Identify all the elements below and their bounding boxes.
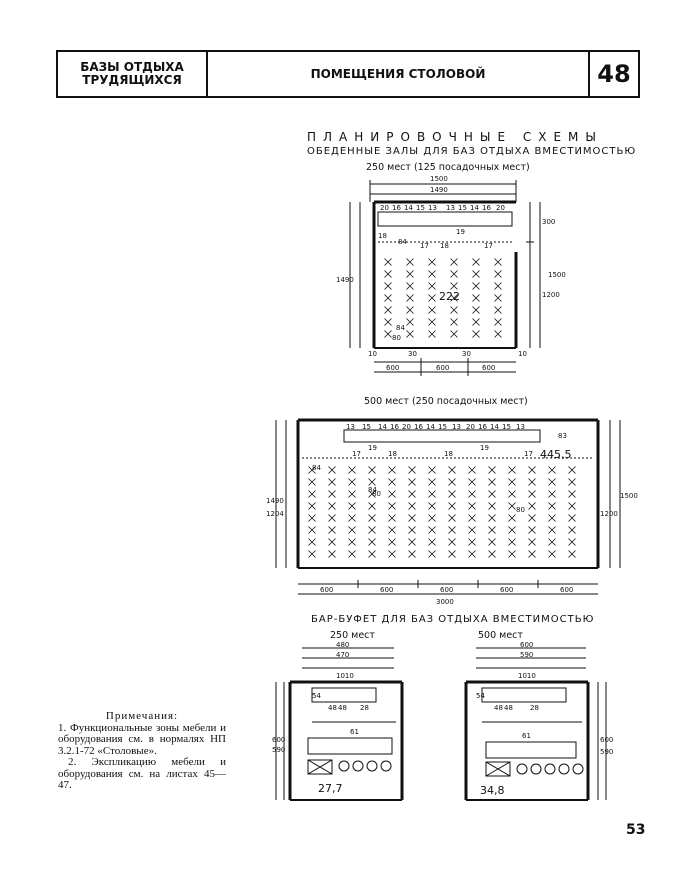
- plan1-label: 17: [420, 242, 429, 250]
- bar1-dim-600: 600: [272, 736, 286, 744]
- bar2-dim-600-v: 600: [600, 736, 614, 744]
- plan2-dim-1490: 1490: [266, 497, 284, 505]
- section-title: ПЛАНИРОВОЧНЫЕ СХЕМЫ: [307, 130, 603, 144]
- bar1-label: 54: [312, 692, 321, 700]
- plan1-label: 20: [496, 204, 505, 212]
- plan1-dim-1500-right: 1500: [548, 271, 566, 279]
- plan2-label: 14: [490, 423, 499, 431]
- bar2-label: 48: [494, 704, 503, 712]
- plan1-label: 30: [462, 350, 471, 358]
- plan2-label: 19: [368, 444, 377, 452]
- plan1-label: 13: [446, 204, 455, 212]
- bar2-dim-1010: 1010: [518, 672, 536, 680]
- page-number: 53: [626, 822, 646, 838]
- plan2-caption: 500 мест (250 посадочных мест): [364, 396, 528, 407]
- bar1-drawing: [272, 642, 412, 808]
- plan1-dim-1490-left: 1490: [336, 276, 354, 284]
- plan2-label: 17: [352, 450, 361, 458]
- plan2-label: 13: [346, 423, 355, 431]
- plan2-dim-600-c: 600: [440, 586, 454, 594]
- plan1-dim-1490: 1490: [430, 186, 448, 194]
- plan2-label: 14: [378, 423, 387, 431]
- bar2-dim-590-v: 590: [600, 748, 614, 756]
- plan1-label: 16: [482, 204, 491, 212]
- bar1-area: 27,7: [318, 782, 343, 795]
- plan1-area: 222: [439, 290, 460, 303]
- plan2-label: 80: [372, 490, 381, 498]
- notes-block: [58, 711, 226, 792]
- plan1-label: 16: [392, 204, 401, 212]
- plan2-label: 20: [466, 423, 475, 431]
- bar-title: БАР-БУФЕТ ДЛЯ БАЗ ОТДЫХА ВМЕСТИМОСТЬЮ: [311, 614, 595, 625]
- bar1-dim-1010: 1010: [336, 672, 354, 680]
- plan1-dim-300: 300: [542, 218, 556, 226]
- plan2-label: 20: [402, 423, 411, 431]
- plan2-dim-600-d: 600: [500, 586, 514, 594]
- plan1-label: 17: [484, 242, 493, 250]
- plan1-dim-600-a: 600: [386, 364, 400, 372]
- bar1-label: 48: [338, 704, 347, 712]
- bar2-label: 28: [530, 704, 539, 712]
- bar1-caption: 250 мест: [330, 630, 375, 641]
- plan1-dim-600-b: 600: [436, 364, 450, 372]
- bar1-dim-480: 480: [336, 641, 350, 649]
- plan2-label: 15: [438, 423, 447, 431]
- plan1-label: 18: [378, 232, 387, 240]
- plan1-caption: 250 мест (125 посадочных мест): [366, 162, 530, 173]
- notes-item-2: 2. Экспликацию мебели и оборудования см. на листах 45—47.: [58, 756, 226, 791]
- bar2-area: 34,8: [480, 784, 505, 797]
- plan1-label: 80: [392, 334, 401, 342]
- sheet-header: [56, 50, 640, 98]
- plan2-label: 19: [480, 444, 489, 452]
- topic-title: ПОМЕЩЕНИЯ СТОЛОВОЙ: [208, 52, 590, 96]
- plan2-label: 80: [516, 506, 525, 514]
- bar1-label: 61: [350, 728, 359, 736]
- plan1-label: 15: [416, 204, 425, 212]
- plan1-dim-1500: 1500: [430, 175, 448, 183]
- sheet-number: 48: [597, 60, 631, 88]
- plan2-label: 15: [362, 423, 371, 431]
- plan2-dim-1204: 1204: [266, 510, 284, 518]
- plan1-label: 10: [518, 350, 527, 358]
- plan1-dim-600-c: 600: [482, 364, 496, 372]
- bar2-label: 54: [476, 692, 485, 700]
- notes-item-1: 1. Функциональные зоны мебели и оборудования см. в нормалях НП 3.2.1-72 «Столовые».: [58, 721, 226, 757]
- plan1-label: 15: [458, 204, 467, 212]
- plan2-label: 14: [426, 423, 435, 431]
- plan2-label: 13: [516, 423, 525, 431]
- plan2-dim-1500: 1500: [620, 492, 638, 500]
- plan2-dim-1200: 1200: [600, 510, 618, 518]
- plan2-dim-600-e: 600: [560, 586, 574, 594]
- plan1-label: 14: [404, 204, 413, 212]
- plan2-label: 84: [368, 486, 377, 494]
- bar2-label: 48: [504, 704, 513, 712]
- plan2-label: 17: [524, 450, 533, 458]
- bar2-caption: 500 мест: [478, 630, 523, 641]
- bar1-dim-470: 470: [336, 651, 350, 659]
- plan1-label: 10: [368, 350, 377, 358]
- bar1-dim-590: 590: [272, 746, 286, 754]
- plan2-dim-3000: 3000: [436, 598, 454, 606]
- plan2-label: 15: [502, 423, 511, 431]
- section-subtitle: ОБЕДЕННЫЕ ЗАЛЫ ДЛЯ БАЗ ОТДЫХА ВМЕСТИМОСТЬЮ: [307, 146, 637, 157]
- series-title-line2: ТРУДЯЩИХСЯ: [82, 73, 182, 87]
- plan1-dim-1200: 1200: [542, 291, 560, 299]
- plan1-drawing: [330, 172, 566, 387]
- plan2-area: 445,5: [540, 448, 572, 461]
- plan1-label: 18: [440, 242, 449, 250]
- bar2-drawing: [456, 642, 616, 808]
- bar2-dim-600: 600: [520, 641, 534, 649]
- plan2-label: 13: [452, 423, 461, 431]
- plan1-label: 19: [456, 228, 465, 236]
- plan2-label: 16: [414, 423, 423, 431]
- plan2-label: 83: [558, 432, 567, 440]
- plan2-label: 84: [312, 464, 321, 472]
- plan2-dim-600-a: 600: [320, 586, 334, 594]
- notes-heading: Примечания:: [105, 710, 179, 722]
- series-title: [58, 52, 208, 96]
- plan1-label: 13: [428, 204, 437, 212]
- plan1-label: 84: [396, 324, 405, 332]
- plan2-label: 16: [478, 423, 487, 431]
- plan2-drawing: [268, 408, 640, 608]
- plan1-label: 20: [380, 204, 389, 212]
- plan1-label: 30: [408, 350, 417, 358]
- plan2-dim-600-b: 600: [380, 586, 394, 594]
- plan2-label: 18: [388, 450, 397, 458]
- bar1-label: 48: [328, 704, 337, 712]
- bar2-label: 61: [522, 732, 531, 740]
- bar2-dim-590: 590: [520, 651, 534, 659]
- plan1-label: 14: [470, 204, 479, 212]
- bar1-label: 28: [360, 704, 369, 712]
- plan2-label: 16: [390, 423, 399, 431]
- series-title-line1: БАЗЫ ОТДЫХА: [80, 60, 184, 74]
- plan2-label: 18: [444, 450, 453, 458]
- plan1-label: 84: [398, 238, 407, 246]
